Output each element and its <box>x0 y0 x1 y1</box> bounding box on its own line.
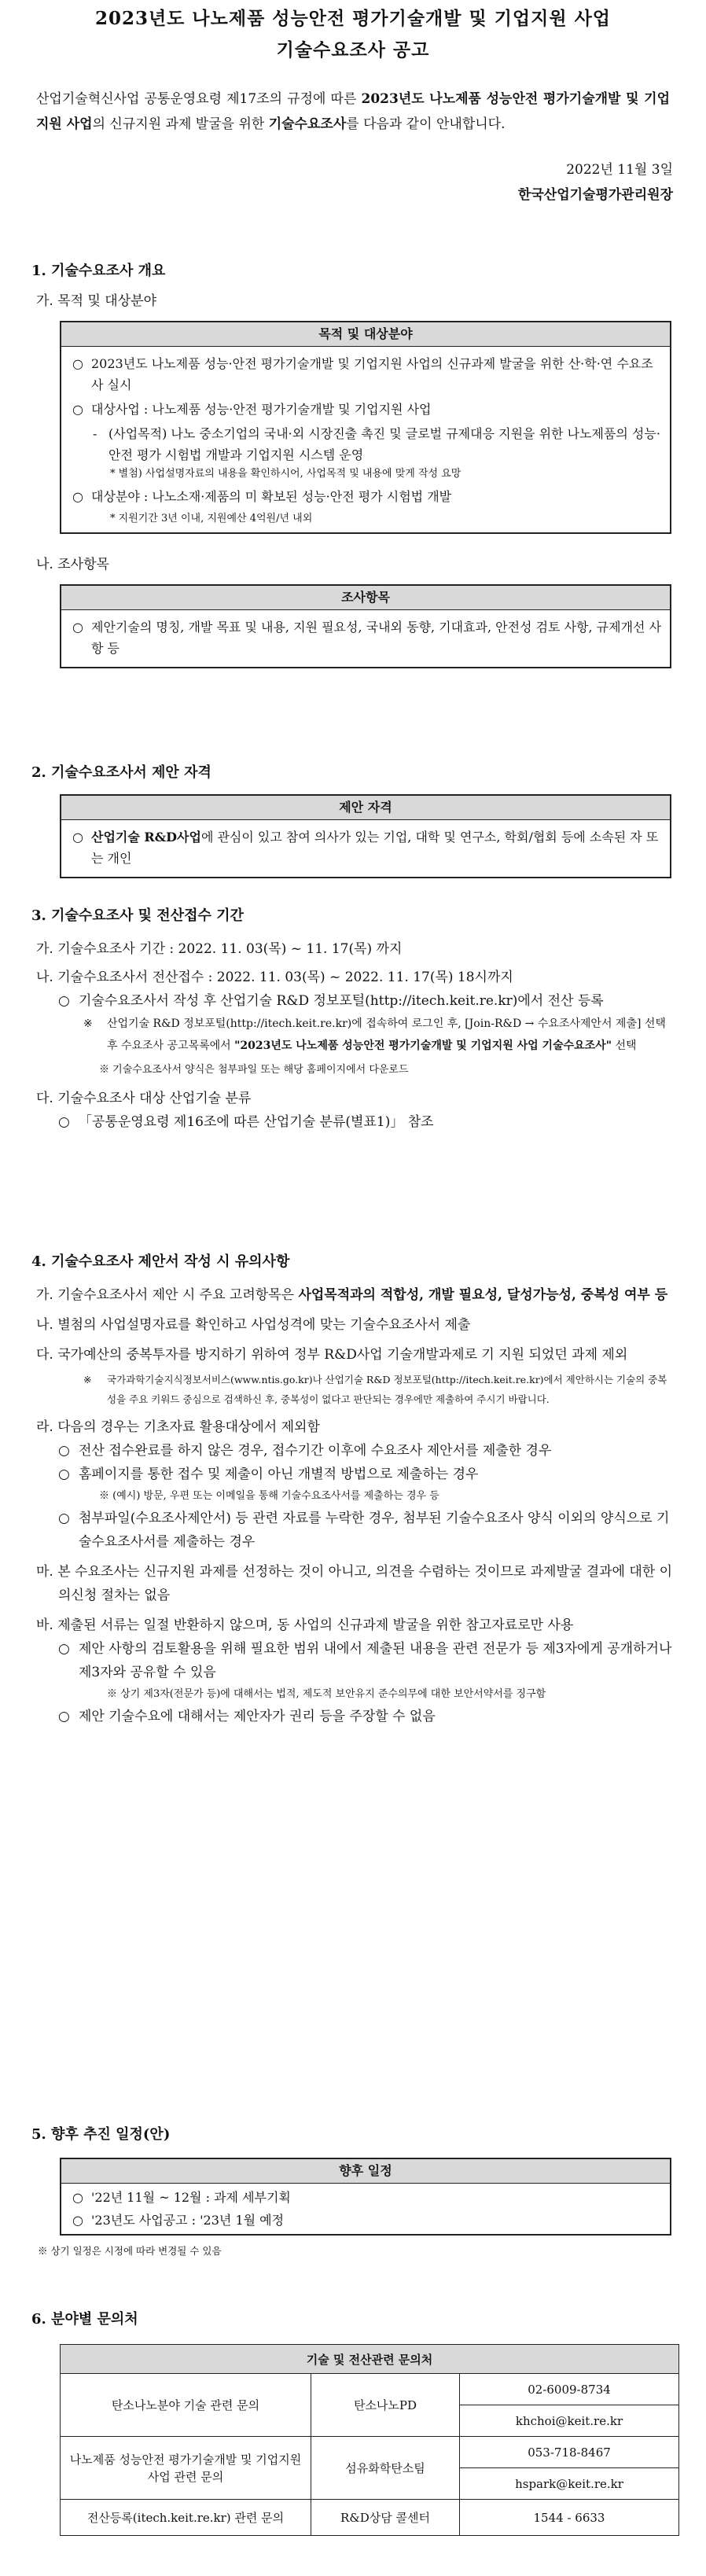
intro-paragraph: 산업기술혁신사업 공통운영요령 제17조의 규정에 따른 2023년도 나노제품 성능안전 평가기술개발 및 기업지원 사업의 신규지원 과제 발굴을 위한 기술수요조사를 다음과 같이 안내합니다. <box>36 91 670 132</box>
section-4-ra-item-1: ○ 전산 접수완료를 하지 않은 경우, 접수기간 이후에 수요조사 제안서를 제출한 경우 <box>31 1439 675 1463</box>
section-4-ma: 마. 본 수요조사는 신규지원 과제를 선정하는 것이 아니고, 의견을 수렴하는 것이므로 과제발굴 결과에 대한 이의신청 절차는 없음 <box>36 1564 673 1603</box>
purpose-item-3: ○ 대상분야 : 나노소재·제품의 미 확보된 성능·안전 평가 시험법 개발 <box>69 486 662 507</box>
section-4-ra-note: ※ (예시) 방문, 우편 또는 이메일을 통해 기술수요조사서를 제출하는 경우 등 <box>99 1490 439 1502</box>
section-3-da-circle: ○ 「공통운영요령 제16조에 따른 산업기술 분류(별표1)」 참조 <box>31 1110 675 1134</box>
survey-item: ○ 제안기술의 명칭, 개발 목표 및 내용, 지원 필요성, 국내외 동향, 기대효과, 안전성 검토 사항, 규제개선 사항 등 <box>69 616 662 659</box>
eligibility-box <box>60 794 671 878</box>
section-6 <box>31 2308 675 2536</box>
doc-title-line2: 기술수요조사 공고 <box>276 39 430 61</box>
circle-bullet-icon: ○ <box>58 1114 70 1130</box>
circle-bullet-icon: ○ <box>58 1709 70 1724</box>
section-1-heading: 1. 기술수요조사 개요 <box>31 263 166 279</box>
circle-bullet-icon: ○ <box>72 830 83 845</box>
section-3-download-note: ※ 기술수요조사서 양식은 첨부파일 또는 해당 홈페이지에서 다운로드 <box>99 1064 409 1076</box>
eligibility-item: ○ 산업기술 R&D사업에 관심이 있고 참여 의사가 있는 기업, 대학 및 연구소, 학회/협회 등에 소속된 자 또는 개인 <box>69 826 662 869</box>
doc-title-line1: 2023년도 나노제품 성능안전 평가기술개발 및 기업지원 사업 <box>94 8 612 29</box>
contact-team: 섬유화학탄소팀 <box>311 2437 460 2500</box>
schedule-item-2: ○ '23년도 사업공고 : '23년 1월 예정 <box>69 2210 662 2231</box>
schedule-note: ※ 상기 일정은 시정에 따라 변경될 수 있음 <box>38 2245 222 2257</box>
contact-team: R&D상담 콜센터 <box>311 2500 460 2536</box>
agency-name: 한국산업기술평가관리원장 <box>517 187 673 203</box>
contact-email[interactable]: hspark@keit.re.kr <box>460 2468 679 2500</box>
reference-mark-icon: ※ <box>83 1374 92 1386</box>
section-1-ga: 가. 목적 및 대상분야 <box>36 293 156 309</box>
contact-table <box>60 2344 679 2536</box>
section-1-na: 나. 조사항목 <box>36 557 109 572</box>
section-3-ga: 가. 기술수요조사 기간 : 2022. 11. 03(목) ~ 11. 17(목) 까지 <box>36 941 403 957</box>
contact-phone: 1544 - 6633 <box>460 2500 679 2536</box>
purpose-note-2: * 지원기간 3년 이내, 지원예산 4억원/년 내외 <box>110 513 313 524</box>
dash-bullet-icon: - <box>93 426 97 441</box>
section-2-heading: 2. 기술수요조사서 제안 자격 <box>31 764 211 781</box>
circle-bullet-icon: ○ <box>72 402 83 417</box>
purpose-note-1: * 별첨) 사업설명자료의 내용을 확인하시어, 사업목적 및 내용에 맞게 작성 요망 <box>110 468 461 480</box>
contact-email[interactable]: khchoi@keit.re.kr <box>460 2405 679 2437</box>
section-2 <box>31 761 675 878</box>
section-1 <box>31 259 675 668</box>
circle-bullet-icon: ○ <box>72 356 83 371</box>
section-3-na-note: ※ 산업기술 R&D 정보포털(http://itech.keit.re.kr)에 접속하여 로그인 후, [Join-R&D → 수요조사제안서 제출] 선택 후 수요조사 공고목록에서 "2023년도 나노제품 성능안전 평가기술개발 및 기업지원 사업 기술수요조사" 선택 <box>31 1013 675 1057</box>
contact-phone: 02-6009-8734 <box>460 2374 679 2405</box>
circle-bullet-icon: ○ <box>58 1443 70 1459</box>
contact-topic: 전산등록(itech.keit.re.kr) 관련 문의 <box>61 2500 311 2536</box>
schedule-header: 향후 일정 <box>61 2159 670 2184</box>
section-4-da: 다. 국가예산의 중복투자를 방지하기 위하여 정부 R&D사업 기술개발과제로 기 지원 되었던 과제 제외 <box>36 1347 628 1363</box>
section-4-ba-item-2: ○ 제안 기술수요에 대해서는 제안자가 권리 등을 주장할 수 없음 <box>31 1705 675 1728</box>
survey-items-header: 조사항목 <box>61 586 670 610</box>
section-3 <box>31 904 675 1134</box>
circle-bullet-icon: ○ <box>58 1641 70 1657</box>
circle-bullet-icon: ○ <box>58 1466 70 1482</box>
section-4-ga: 가. 기술수요조사서 제안 시 주요 고려항목은 사업목적과의 적합성, 개발 필요성, 달성가능성, 중복성 여부 등 <box>36 1287 668 1303</box>
section-3-na: 나. 기술수요조사서 전산접수 : 2022. 11. 03(목) ~ 2022. 11. 17(목) 18시까지 <box>36 970 513 985</box>
contact-topic: 나노제품 성능안전 평가기술개발 및 기업지원 사업 관련 문의 <box>61 2437 311 2500</box>
section-4 <box>31 1250 675 1728</box>
circle-bullet-icon: ○ <box>72 2213 83 2228</box>
section-5-heading: 5. 향후 추진 일정(안) <box>31 2126 171 2143</box>
circle-bullet-icon: ○ <box>58 1511 70 1526</box>
purpose-item-1: ○ 2023년도 나노제품 성능·안전 평가기술개발 및 기업지원 사업의 신규과제 발굴을 위한 산·학·연 수요조사 실시 <box>69 353 662 396</box>
section-4-na: 나. 별첨의 사업설명자료를 확인하고 사업성격에 맞는 기술수요조사서 제출 <box>36 1317 471 1333</box>
circle-bullet-icon: ○ <box>72 620 83 635</box>
section-4-ra-item-2: ○ 홈페이지를 통한 접수 및 제출이 아닌 개별적 방법으로 제출하는 경우 <box>31 1463 675 1486</box>
purpose-box <box>60 321 671 534</box>
section-5 <box>31 2123 675 2261</box>
section-6-heading: 6. 분야별 문의처 <box>31 2311 138 2328</box>
section-4-heading: 4. 기술수요조사 제안서 작성 시 유의사항 <box>31 1253 290 1270</box>
contact-table-header: 기술 및 전산관련 문의처 <box>61 2345 679 2374</box>
circle-bullet-icon: ○ <box>72 489 83 504</box>
schedule-item-1: ○ '22년 11월 ~ 12월 : 과제 세부기획 <box>69 2187 662 2208</box>
contact-phone: 053-718-8467 <box>460 2437 679 2468</box>
section-4-ba-item-1: ○ 제안 사항의 검토활용을 위해 필요한 범위 내에서 제출된 내용을 관련 전문가 등 제3자에게 공개하거나 제3자와 공유할 수 있음 <box>31 1637 675 1684</box>
section-4-ba-note: ※ 상기 제3자(전문가 등)에 대해서는 법적, 제도적 보안유지 준수의무에 대한 보안서약서를 징구함 <box>107 1688 546 1700</box>
reference-mark-icon: ※ <box>83 1018 93 1030</box>
contact-team: 탄소나노PD <box>311 2374 460 2437</box>
section-4-ba: 바. 제출된 서류는 일절 반환하지 않으며, 동 사업의 신규과제 발굴을 위한 참고자료로만 사용 <box>36 1617 574 1633</box>
section-4-da-note: ※ 국가과학기술지식정보서비스(www.ntis.go.kr)나 산업기술 R&D 정보포털(http://itech.keit.re.kr)에서 제안하시는 기술의 중복성을 주요 키워드 중심으로 검색하신 후, 중복성이 없다고 판단되는 경우에만 제출하여 주시기 바랍니다. <box>31 1370 675 1409</box>
circle-bullet-icon: ○ <box>72 2190 83 2205</box>
purpose-item-2: ○ 대상사업 : 나노제품 성능·안전 평가기술개발 및 기업지원 사업 <box>69 399 662 420</box>
contact-topic: 탄소나노분야 기술 관련 문의 <box>61 2374 311 2437</box>
section-3-da: 다. 기술수요조사 대상 산업기술 분류 <box>36 1091 252 1106</box>
circle-bullet-icon: ○ <box>58 993 70 1009</box>
eligibility-header: 제안 자격 <box>61 796 670 820</box>
section-3-heading: 3. 기술수요조사 및 전산접수 기간 <box>31 907 244 924</box>
schedule-box <box>60 2158 671 2236</box>
announce-date: 2022년 11월 3일 <box>566 162 673 178</box>
section-4-ra: 라. 다음의 경우는 기초자료 활용대상에서 제외함 <box>36 1419 320 1435</box>
section-3-na-circle: ○ 기술수요조사서 작성 후 산업기술 R&D 정보포털(http://itech.keit.re.kr)에서 전산 등록 <box>31 989 675 1013</box>
survey-items-box <box>60 584 671 668</box>
purpose-dash-item: - (사업목적) 나노 중소기업의 국내·외 시장진출 촉진 및 글로벌 규제대응 지원을 위한 나노제품의 성능·안전 평가 시험법 개발과 기업지원 시스템 운영 <box>69 423 662 466</box>
section-4-ra-item-3: ○ 첨부파일(수요조사제안서) 등 관련 자료를 누락한 경우, 첨부된 기술수요조사 양식 이외의 양식으로 기술수요조사서를 제출하는 경우 <box>31 1507 675 1554</box>
purpose-box-header: 목적 및 대상분야 <box>61 322 670 347</box>
